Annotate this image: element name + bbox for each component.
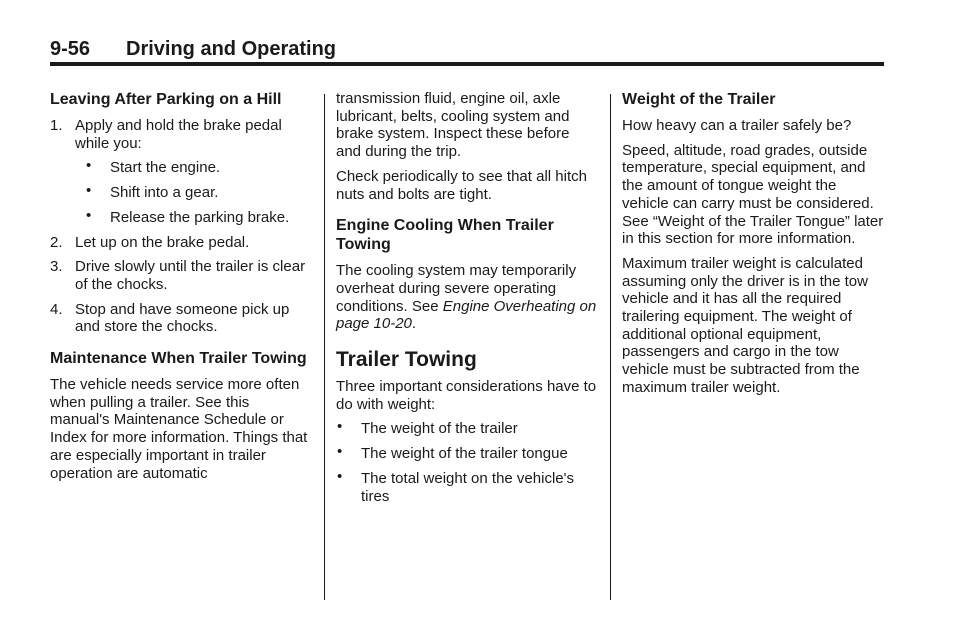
bullet-icon: •	[86, 182, 92, 200]
step-number: 4.	[50, 300, 63, 318]
cooling-text	[336, 262, 598, 333]
maintenance-heading: Maintenance When Trailer Towing	[50, 350, 307, 368]
page-header	[50, 38, 884, 64]
bullet-item	[336, 445, 598, 463]
bullet-item	[85, 206, 312, 227]
bullet-item	[85, 184, 312, 202]
step-item	[50, 258, 312, 293]
weight-heading: Weight of the Trailer	[622, 91, 776, 108]
step-text: Drive slowly until the trailer is clear of the chocks.	[75, 258, 306, 293]
leaving-heading: Leaving After Parking on a Hill	[50, 91, 282, 108]
column-1	[50, 90, 312, 489]
bullet-text: The total weight on the vehicle's tires	[361, 469, 574, 505]
step-item	[50, 234, 312, 252]
question-text: How heavy can a trailer safely be?	[622, 117, 852, 134]
bullet-text: The weight of the trailer	[361, 420, 518, 438]
bullet-text: The weight of the trailer tongue	[361, 445, 568, 463]
bullet-text: Release the parking brake.	[110, 208, 290, 226]
column-divider-2	[610, 94, 611, 600]
paragraph-2: Maximum trailer weight is calculated assuming only the driver is in the tow vehicle and it has all the required trailering equipment. The weight of additional optional equipment, passengers and cargo in the tow vehicle must be subtracted from the maximum trailer weight.	[622, 254, 868, 396]
step-item	[50, 301, 312, 336]
step-number: 2.	[50, 233, 63, 251]
continued-text: transmission fluid, engine oil, axle lubricant, belts, cooling system and brake system. Inspect these before and during the trip.	[336, 90, 570, 161]
column-3	[622, 90, 886, 404]
cooling-heading: Engine Cooling When Trailer Towing	[336, 217, 554, 254]
cooling-text-end: .	[411, 315, 417, 333]
page-number: 9-56	[50, 38, 91, 60]
step-number: 1.	[50, 117, 63, 134]
bullet-icon: •	[86, 206, 92, 224]
maintenance-text: The vehicle needs service more often when pulling a trailer. See this manual's Maintenance Schedule or Index for more information. Things that are especially important in trailer operation are automatic	[50, 376, 308, 482]
bullet-icon: •	[337, 418, 343, 436]
step-text: Apply and hold the brake pedal while you:	[75, 117, 282, 152]
cooling-text-body: The cooling system may temporarily overheat during severe operating conditions. See	[336, 262, 577, 315]
header-rule	[50, 62, 884, 66]
bullet-item	[85, 159, 312, 177]
bullet-icon: •	[337, 467, 343, 485]
towing-intro: Three important considerations have to do with weight:	[336, 378, 597, 413]
towing-heading: Trailer Towing	[336, 348, 477, 372]
step-text: Stop and have someone pick up and store the chocks.	[75, 300, 290, 336]
paragraph-1: Speed, altitude, road grades, outside temperature, special equipment, and the amount of tongue weight the vehicle can carry must be considered. See “Weight of the Trailer Tongue” later in this section for more information.	[622, 141, 884, 248]
bullet-icon: •	[86, 157, 92, 175]
check-text: Check periodically to see that all hitch nuts and bolts are tight.	[336, 167, 587, 203]
bullet-item	[336, 467, 598, 505]
section-title: Driving and Operating	[126, 38, 337, 60]
bullet-icon: •	[337, 443, 343, 461]
bullet-item	[336, 420, 598, 438]
bullet-text: Start the engine.	[110, 159, 221, 177]
step-item	[50, 117, 312, 152]
cooling-reference: Engine Overheating on page 10-20	[336, 297, 597, 333]
step-number: 3.	[50, 258, 63, 276]
bullet-text: Shift into a gear.	[110, 184, 219, 202]
step-text: Let up on the brake pedal.	[75, 233, 250, 251]
column-divider-1	[324, 94, 325, 600]
column-2	[336, 90, 598, 512]
